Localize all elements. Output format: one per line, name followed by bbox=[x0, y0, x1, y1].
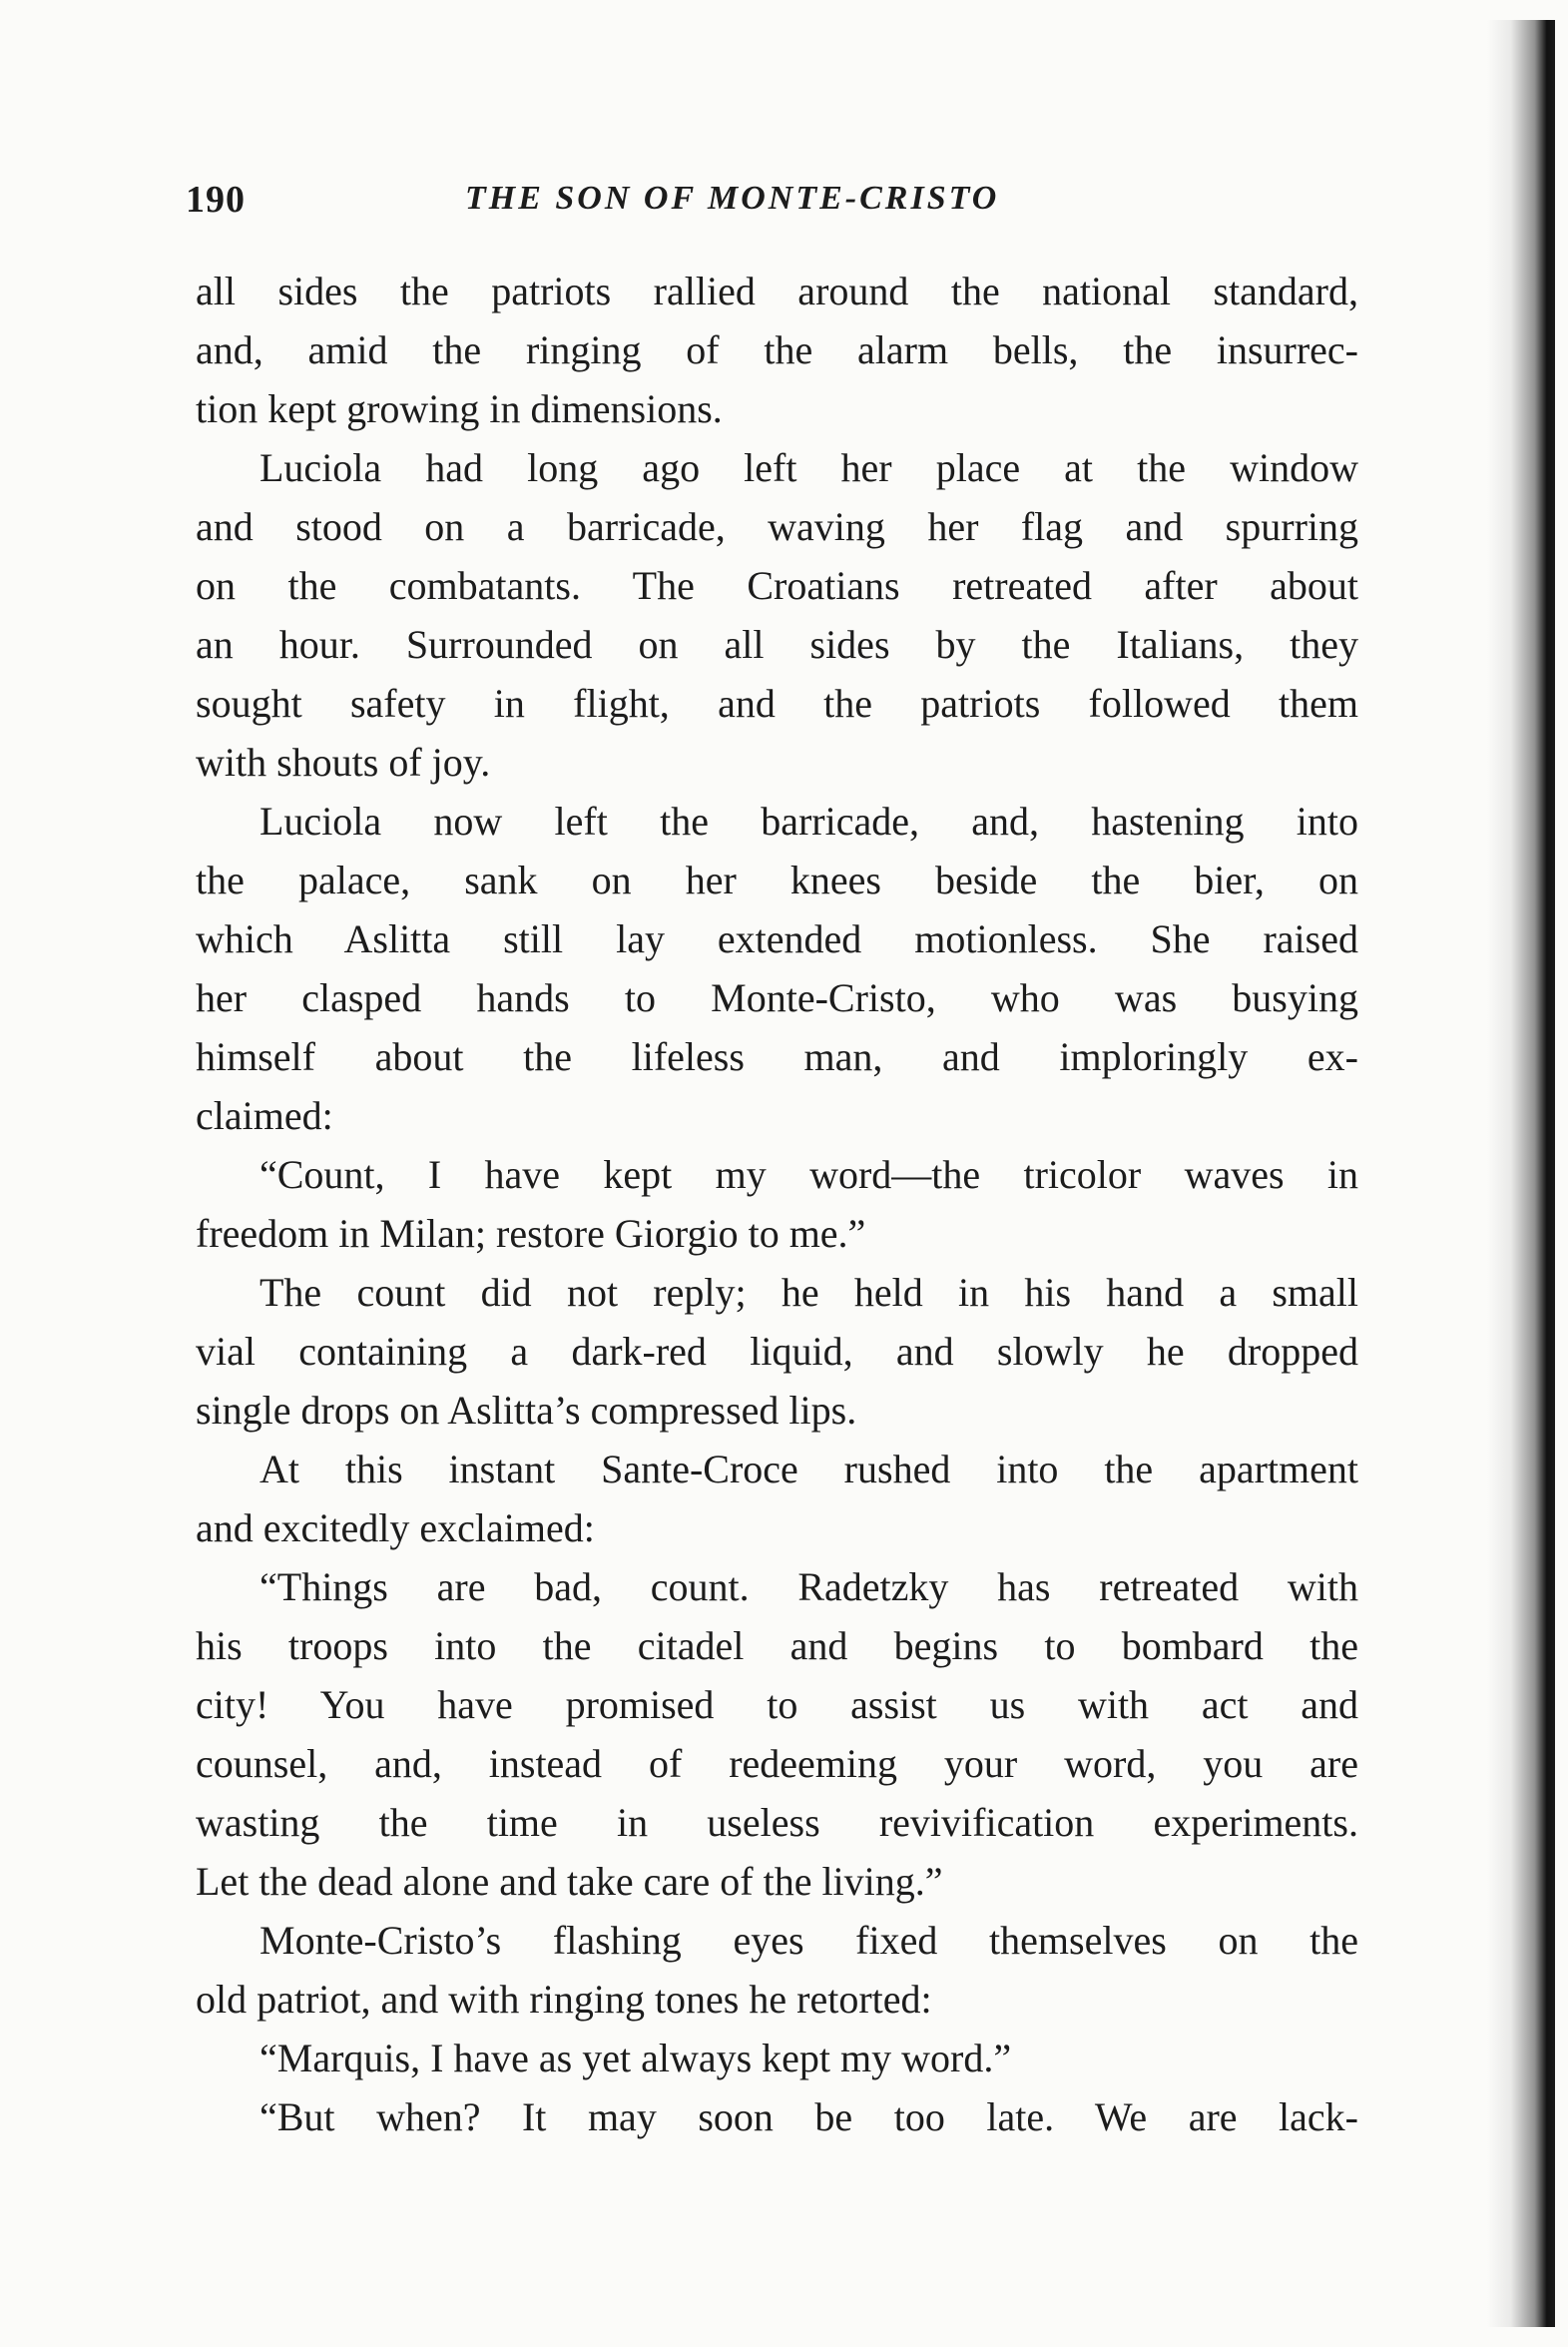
text-line: The count did not reply; he held in his hand a small bbox=[260, 1270, 1358, 1315]
text-line: and excitedly exclaimed: bbox=[196, 1505, 595, 1550]
text-line: freedom in Milan; restore Giorgio to me.” bbox=[196, 1211, 866, 1256]
text-line: “But when? It may soon be too late. We are lack- bbox=[260, 2094, 1358, 2139]
page-gutter-shadow bbox=[1487, 20, 1555, 2327]
text-line: sought safety in flight, and the patriots followed them bbox=[196, 681, 1358, 726]
text-line: vial containing a dark-red liquid, and slowly he dropped bbox=[196, 1329, 1358, 1374]
text-line: all sides the patriots rallied around the national standard, bbox=[196, 269, 1358, 313]
text-line: “Things are bad, count. Radetzky has retreated with bbox=[260, 1564, 1358, 1609]
text-line: Luciola now left the barricade, and, hastening into bbox=[260, 799, 1358, 844]
text-line: At this instant Sante-Croce rushed into the apartment bbox=[260, 1447, 1358, 1491]
text-line: old patriot, and with ringing tones he retorted: bbox=[196, 1977, 932, 2022]
text-line: his troops into the citadel and begins to bombard the bbox=[196, 1623, 1358, 1668]
text-line: himself about the lifeless man, and imploringly ex- bbox=[196, 1034, 1358, 1079]
running-head bbox=[186, 178, 1363, 238]
text-line: Let the dead alone and take care of the living.” bbox=[196, 1859, 943, 1904]
text-line: the palace, sank on her knees beside the bier, on bbox=[196, 858, 1358, 902]
text-line: with shouts of joy. bbox=[196, 740, 491, 785]
text-line: which Aslitta still lay extended motionless. She raised bbox=[196, 916, 1358, 961]
page-number: 190 bbox=[186, 179, 246, 221]
text-line: Monte-Cristo’s flashing eyes fixed themselves on the bbox=[260, 1918, 1358, 1963]
text-line: single drops on Aslitta’s compressed lips. bbox=[196, 1388, 857, 1433]
text-line: tion kept growing in dimensions. bbox=[196, 386, 723, 431]
text-line: on the combatants. The Croatians retreated after about bbox=[196, 563, 1358, 608]
body-text bbox=[196, 262, 1358, 2146]
text-line: “Marquis, I have as yet always kept my word.” bbox=[260, 2036, 1012, 2080]
text-line: Luciola had long ago left her place at the window bbox=[260, 445, 1358, 490]
text-line: “Count, I have kept my word—the tricolor waves in bbox=[260, 1152, 1358, 1197]
text-line: an hour. Surrounded on all sides by the Italians, they bbox=[196, 622, 1358, 667]
text-line: counsel, and, instead of redeeming your word, you are bbox=[196, 1741, 1358, 1786]
text-line: and, amid the ringing of the alarm bells, the insurrec- bbox=[196, 327, 1358, 372]
text-line: her clasped hands to Monte-Cristo, who was busying bbox=[196, 975, 1358, 1020]
text-line: wasting the time in useless revivification experiments. bbox=[196, 1800, 1358, 1845]
book-title: THE SON OF MONTE-CRISTO bbox=[465, 180, 1000, 217]
text-line: claimed: bbox=[196, 1093, 333, 1138]
text-line: and stood on a barricade, waving her flag and spurring bbox=[196, 504, 1358, 549]
text-line: city! You have promised to assist us with act and bbox=[196, 1682, 1358, 1727]
